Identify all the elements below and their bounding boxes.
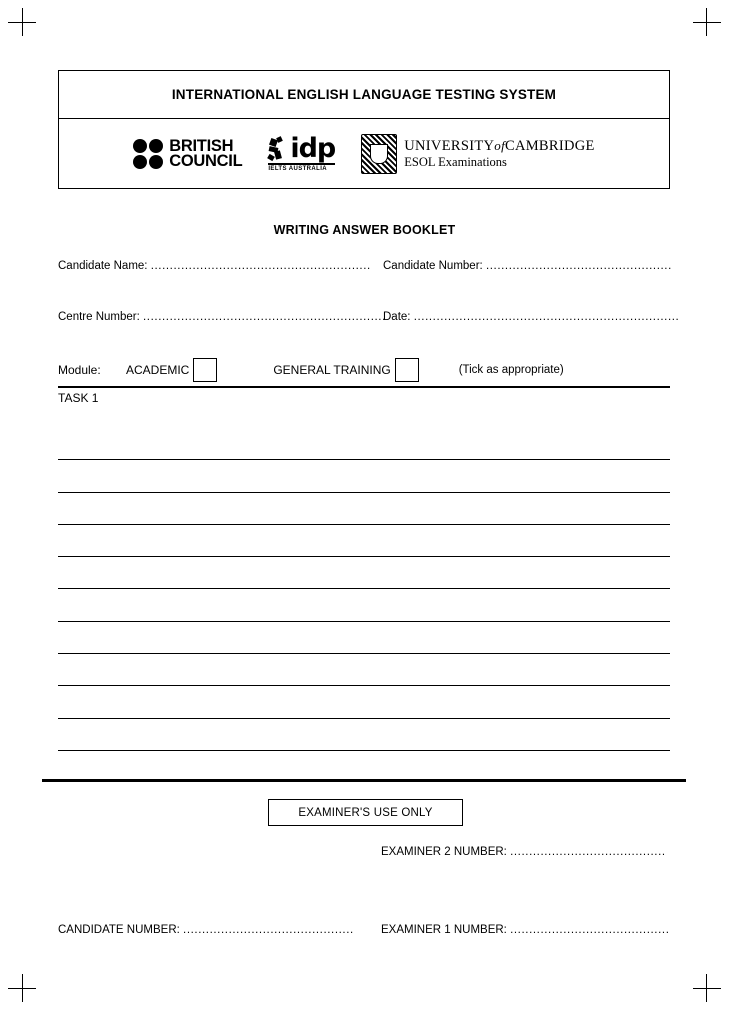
booklet-title: WRITING ANSWER BOOKLET bbox=[273, 223, 456, 237]
module-row bbox=[58, 358, 564, 382]
examiner1-number-field[interactable] bbox=[381, 924, 670, 936]
british-council-dots-icon bbox=[133, 139, 163, 169]
writing-line[interactable] bbox=[58, 460, 670, 492]
writing-line[interactable] bbox=[58, 622, 670, 654]
candidate-name-value: .......................................................... bbox=[150, 260, 371, 272]
crop-mark bbox=[8, 22, 36, 23]
academic-tickbox[interactable] bbox=[193, 358, 217, 382]
general-training-tickbox[interactable] bbox=[395, 358, 419, 382]
examiner-candidate-number-value: ............................................. bbox=[183, 924, 354, 936]
british-council-wordmark bbox=[169, 136, 243, 170]
examiner2-number-field[interactable] bbox=[381, 846, 666, 858]
academic-label: ACADEMIC bbox=[126, 363, 190, 377]
british-council-line2: COUNCIL bbox=[169, 151, 243, 170]
examiner-section-divider bbox=[42, 779, 686, 782]
writing-line[interactable] bbox=[58, 557, 670, 589]
writing-line[interactable] bbox=[58, 654, 670, 686]
writing-line[interactable] bbox=[58, 428, 670, 460]
examiner-candidate-number-field[interactable] bbox=[58, 924, 354, 936]
writing-line[interactable] bbox=[58, 686, 670, 718]
cambridge-wordmark bbox=[404, 138, 594, 169]
examiner2-number-value: ......................................... bbox=[510, 846, 666, 858]
exam-system-title: INTERNATIONAL ENGLISH LANGUAGE TESTING SYSTEM bbox=[171, 87, 557, 102]
examiner1-number-value: .......................................... bbox=[510, 924, 670, 936]
candidate-number-value: ................................................. bbox=[485, 260, 672, 272]
british-council-line1: BRITISH bbox=[169, 136, 234, 155]
header-box bbox=[58, 70, 670, 189]
candidate-number-label: Candidate Number: bbox=[383, 260, 483, 272]
examiner-use-only-label: EXAMINER'S USE ONLY bbox=[298, 806, 433, 819]
date-value: ...................................................................... bbox=[413, 311, 680, 323]
idp-logo bbox=[268, 132, 336, 172]
cambridge-cambridge-word: CAMBRIDGE bbox=[504, 137, 595, 154]
task-label: TASK 1 bbox=[58, 391, 99, 405]
idp-main bbox=[268, 132, 336, 164]
general-training-label: GENERAL TRAINING bbox=[273, 363, 391, 377]
date-field[interactable] bbox=[383, 311, 679, 323]
centre-number-value: ................................................................ bbox=[143, 311, 386, 323]
cambridge-line1 bbox=[404, 138, 594, 155]
cambridge-of-word: of bbox=[494, 137, 505, 153]
date-label: Date: bbox=[383, 311, 411, 323]
writing-line[interactable] bbox=[58, 719, 670, 751]
idp-mark-icon bbox=[268, 136, 288, 162]
crop-mark bbox=[693, 22, 721, 23]
writing-lines[interactable] bbox=[58, 428, 670, 751]
cambridge-line2: ESOL Examinations bbox=[404, 154, 507, 169]
header-title-row bbox=[59, 71, 669, 119]
crop-mark bbox=[693, 988, 721, 989]
candidate-number-field[interactable] bbox=[383, 260, 672, 272]
examiner-use-only-box bbox=[268, 799, 463, 826]
examiner1-number-label: EXAMINER 1 NUMBER: bbox=[381, 924, 507, 936]
british-council-logo bbox=[133, 136, 243, 170]
crop-mark bbox=[8, 988, 36, 989]
writing-line[interactable] bbox=[58, 525, 670, 557]
examiner2-number-label: EXAMINER 2 NUMBER: bbox=[381, 846, 507, 858]
centre-number-field[interactable] bbox=[58, 311, 386, 323]
module-label: Module: bbox=[58, 363, 101, 377]
idp-subtitle: IELTS AUSTRALIA bbox=[268, 163, 335, 172]
tick-instruction: (Tick as appropriate) bbox=[458, 364, 564, 376]
candidate-name-field[interactable] bbox=[58, 260, 371, 272]
centre-number-label: Centre Number: bbox=[58, 311, 140, 323]
writing-line[interactable] bbox=[58, 589, 670, 621]
cambridge-university-word: UNIVERSITY bbox=[404, 137, 495, 154]
logo-row bbox=[59, 119, 669, 188]
cambridge-crest-icon bbox=[361, 134, 397, 174]
writing-line[interactable] bbox=[58, 493, 670, 525]
idp-wordmark: idp bbox=[290, 132, 336, 164]
cambridge-logo bbox=[361, 134, 594, 174]
task-top-rule bbox=[58, 386, 670, 388]
candidate-name-label: Candidate Name: bbox=[58, 260, 148, 272]
examiner-candidate-number-label: CANDIDATE NUMBER: bbox=[58, 924, 180, 936]
